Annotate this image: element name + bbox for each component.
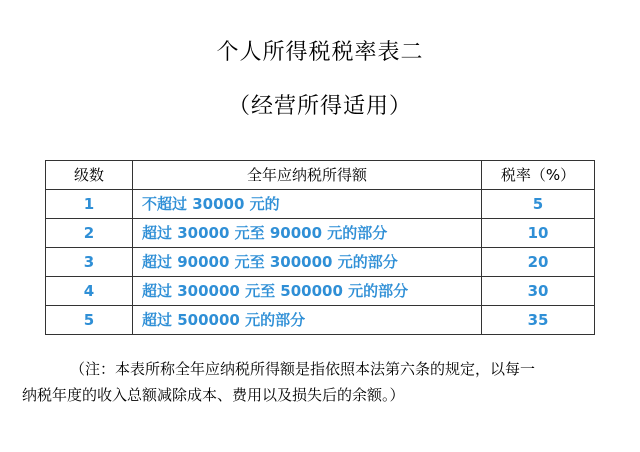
footnote-line-1: （注：本表所称全年应纳税所得额是指依照本法第六条的规定，以每一 [70,360,536,378]
cell-range: 超过 30000 元至 90000 元的部分 [133,219,482,248]
cell-rate: 5 [482,190,595,219]
cell-rate: 35 [482,306,595,335]
page-title: 个人所得税税率表二 [216,40,424,65]
cell-range: 超过 300000 元至 500000 元的部分 [133,277,482,306]
cell-level: 3 [46,248,133,277]
table-row [46,277,595,306]
table-row [46,219,595,248]
table-row [46,248,595,277]
cell-level: 1 [46,190,133,219]
cell-rate: 10 [482,219,595,248]
cell-level: 4 [46,277,133,306]
cell-level: 5 [46,306,133,335]
header-rate: 税率（%） [482,161,595,190]
table-row [46,190,595,219]
cell-rate: 20 [482,248,595,277]
footnote [22,356,622,408]
header-range: 全年应纳税所得额 [133,161,482,190]
cell-rate: 30 [482,277,595,306]
cell-range: 不超过 30000 元的 [133,190,482,219]
tax-rate-table [45,160,595,335]
cell-range: 超过 500000 元的部分 [133,306,482,335]
table-header-row [46,161,595,190]
footnote-line-2: 纳税年度的收入总额减除成本、费用以及损失后的余额。） [22,386,405,404]
cell-range: 超过 90000 元至 300000 元的部分 [133,248,482,277]
cell-level: 2 [46,219,133,248]
header-level: 级数 [46,161,133,190]
page-subtitle: （经营所得适用） [227,94,412,119]
table-row [46,306,595,335]
